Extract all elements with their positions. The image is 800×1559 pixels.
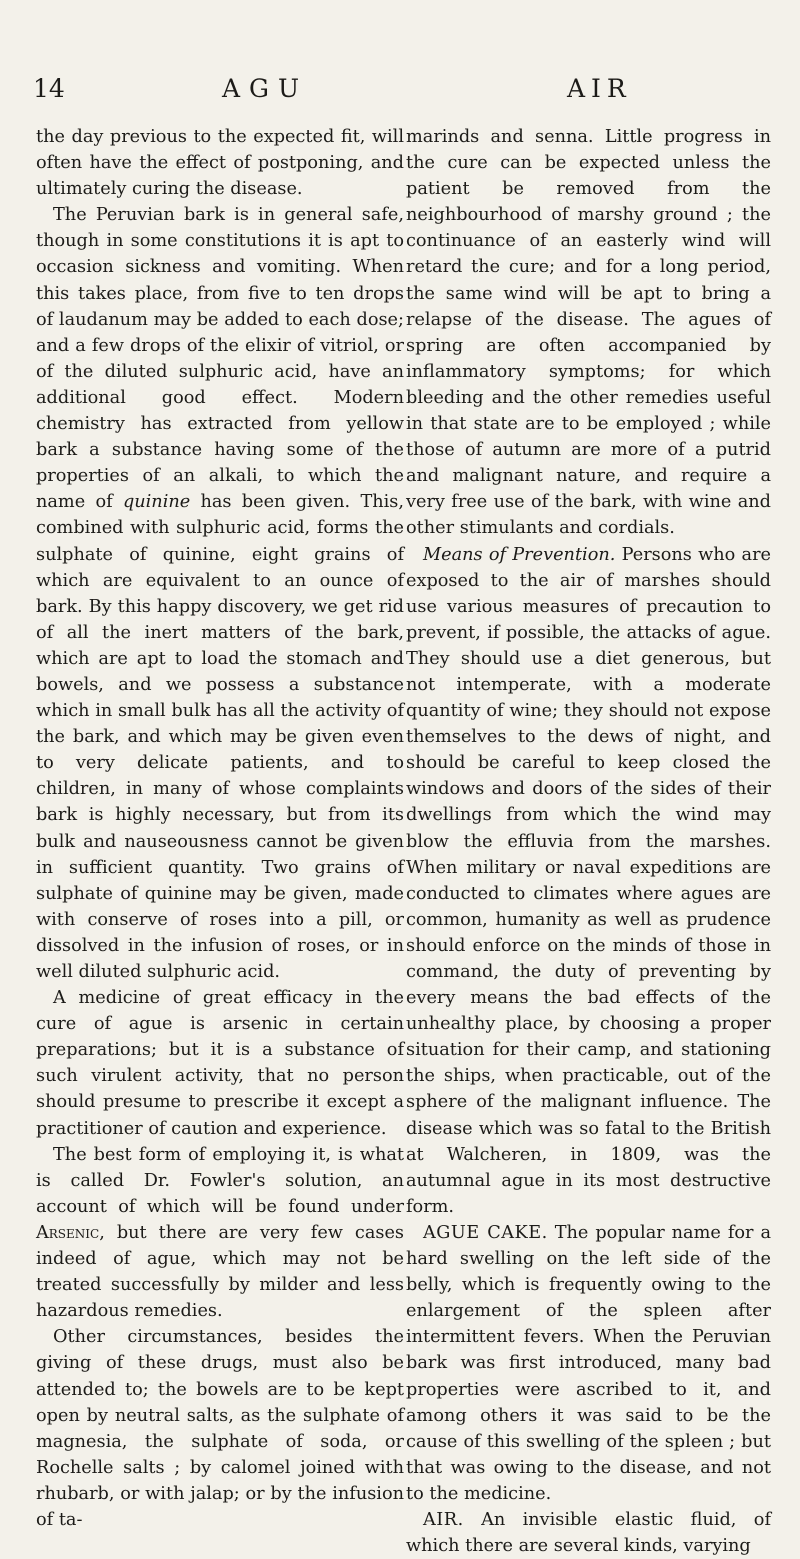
entry-air — [406, 1507, 771, 1559]
paragraph-text: An invisible elastic fluid, of which there are several kinds, varying — [406, 1509, 771, 1557]
paragraph-tamarinds-continuation: marinds and senna. Little progress in the cure can be expected unless the patient be removed from the neighbourhood of marshy ground ; the continuance of an easterly wind will retard the cure; and for a long period, the same wind will be apt to bring a relapse of the disease. The agues of spring are often accompanied by inflammatory symptoms; for which bleeding and the other remedies useful in that state are to be employed ; while those of autumn are more of a putrid and malignant nature, and require a very free use of the bark, with wine and other stimulants and cordials. — [406, 127, 771, 539]
paragraph-text: Persons who are exposed to the air of marshes should use various measures of precaution to prevent, if possible, the attacks of ague. They should use a diet generous, but not intemperate, with a moderate quantity of wine; they should not expose themselves to the dews of night, and should be careful to keep closed the windows and doors of the sides of their dwellings from which the wind may blow the effluvia from the marshes. When military or naval expeditions are conducted to climates where agues are common, humanity as well as prudence should enforce on the minds of those in command, the duty of preventing by every means the bad effects of the unhealthy place, by choosing a proper situation for their camp, and stationing the ships, when practicable, out of the sphere of the malignant influence. The disease which was so fatal to the British at Walcheren, in 1809, was the autumnal ague in its most destructive form. — [406, 544, 771, 1217]
right-column — [406, 124, 771, 1559]
term-quinine: quinine — [122, 492, 191, 513]
entry-ague-cake — [406, 1220, 771, 1507]
cross-reference-arsenic: Arsenic — [36, 1222, 100, 1243]
paragraph-text: The best form of employing it, is what is called Dr. Fowler's solution, an account of which will be found under — [36, 1144, 404, 1217]
paragraph-text: has been given. This, combined with sulphuric acid, forms the sulphate of quinine, eight grains of which are equivalent to an ounce of bark. By this happy discovery, we get rid of all the inert matters of the bark, which are apt to load the stomach and bowels, and we possess a substance which in small bulk has all the activity of the bark, and which may be given even to very delicate patients, and to children, in many of whose complaints bark is highly necessary, but from its bulk and nauseousness cannot be given in sufficient quantity. Two grains of sulphate of quinine may be given, made with conserve of roses into a pill, or dissolved in the infusion of roses, or in well diluted sulphuric acid. — [36, 492, 404, 982]
paragraph-text: The popular name for a hard swelling on the left side of the belly, which is frequently owing to the enlargement of the spleen after intermittent fevers. When the Peruvian bark was first introduced, many bad properties were ascribed to it, and among others it was said to be the cause of this swelling of the spleen ; but that was owing to the disease, and not to the medicine. — [406, 1222, 771, 1504]
paragraph-arsenic: A medicine of great efficacy in the cure of ague is arsenic in certain preparations; but it is a substance of such virulent activity, that no person should presume to prescribe it except a practitioner of caution and experience. — [36, 988, 404, 1139]
section-heading-means-of-prevention: Means of Prevention. — [423, 544, 616, 565]
page-number: 14 — [33, 74, 65, 103]
paragraph-text: , but there are very few cases indeed of ague, which may not be treated successfully by milder and less hazardous remedies. — [36, 1222, 404, 1322]
entry-heading-air: AIR. — [423, 1509, 464, 1530]
paragraph-fit-continuation: the day previous to the expected fit, will often have the effect of postponing, and ultimately curing the disease. — [36, 127, 404, 200]
paragraph-text: The Peruvian bark is in general safe, though in some constitutions it is apt to occasion sickness and vomiting. When this takes place, from five to ten drops of laudanum may be added to each dose; and a few drops of the elixir of vitriol, or of the diluted sulphuric acid, have an additional good effect. Modern chemistry has extracted from yellow bark a substance having some of the properties of an alkali, to which the name of — [36, 205, 404, 513]
right-running-head: AIR — [567, 74, 632, 103]
entry-heading-ague-cake: AGUE CAKE. — [423, 1222, 548, 1243]
paragraph-peruvian-bark — [36, 202, 404, 985]
left-running-head: AGU — [222, 74, 309, 103]
paragraph-fowlers-solution — [36, 1142, 404, 1325]
left-column — [36, 124, 404, 1533]
paragraph-other-circumstances: Other circumstances, besides the giving of these drugs, must also be attended to; the bowels are to be kept open by neutral salts, as the sulphate of magnesia, the sulphate of soda, or Rochelle salts ; by calomel joined with rhubarb, or with jalap; or by the infusion of ta- — [36, 1327, 404, 1530]
running-header — [0, 74, 800, 114]
paragraph-means-of-prevention — [406, 542, 771, 1220]
